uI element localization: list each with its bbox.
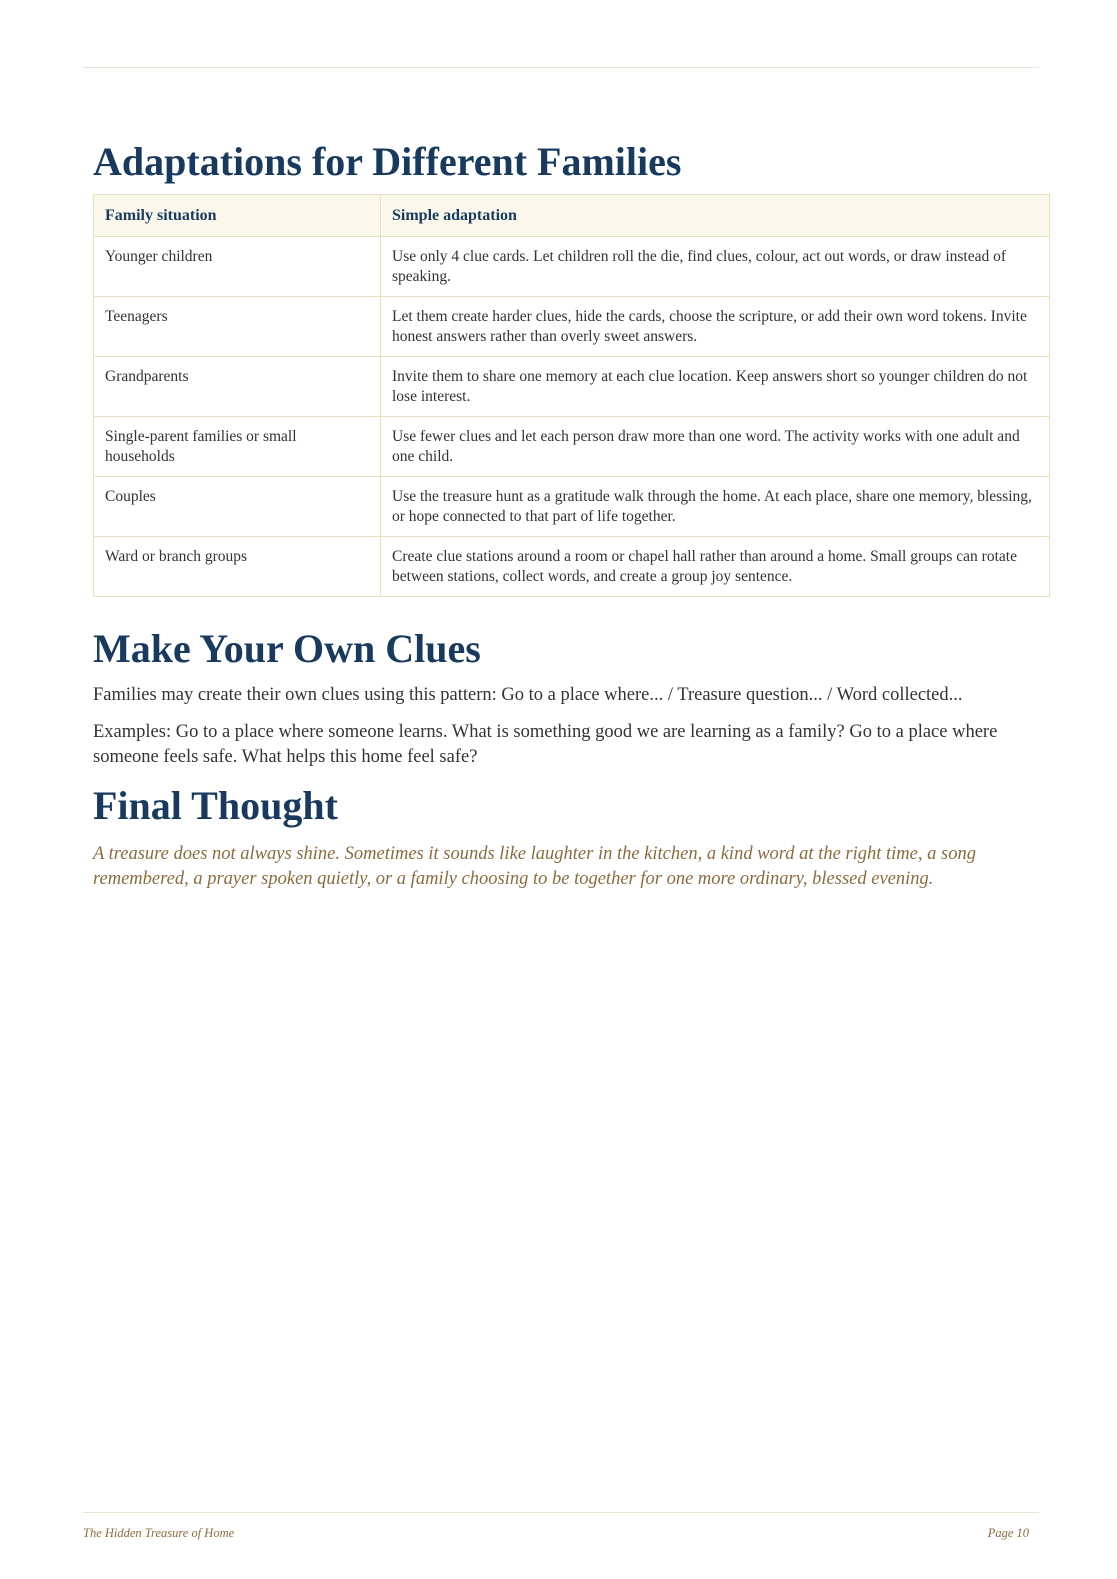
adaptation-cell: Invite them to share one memory at each clue location. Keep answers short so younger children do not lose interest.	[381, 357, 1050, 417]
table-row	[94, 477, 1050, 537]
adaptation-cell: Let them create harder clues, hide the cards, choose the scripture, or add their own word tokens. Invite honest answers rather than overly sweet answers.	[381, 297, 1050, 357]
table-row	[94, 417, 1050, 477]
heading-adaptations: Adaptations for Different Families	[93, 139, 682, 184]
clues-examples-paragraph: Examples: Go to a place where someone learns. What is something good we are learning as a family? Go to a place where someone feels safe. What helps this home feel safe?	[93, 722, 998, 767]
adaptation-cell: Use only 4 clue cards. Let children roll the die, find clues, colour, act out words, or draw instead of speaking.	[381, 237, 1050, 297]
family-situation-cell: Couples	[94, 477, 381, 537]
adaptations-table	[93, 194, 1050, 597]
family-situation-cell: Teenagers	[94, 297, 381, 357]
family-situation-cell: Single-parent families or small households	[94, 417, 381, 477]
heading-final-thought: Final Thought	[93, 783, 338, 828]
adaptation-cell: Use fewer clues and let each person draw more than one word. The activity works with one adult and one child.	[381, 417, 1050, 477]
column-header-simple-adaptation: Simple adaptation	[381, 195, 1050, 237]
table-row	[94, 237, 1050, 297]
table-row	[94, 357, 1050, 417]
footer-page-number: Page 10	[987, 1526, 1029, 1540]
adaptation-cell: Create clue stations around a room or chapel hall rather than around a home. Small groups can rotate between stations, collect words, and create a group joy sentence.	[381, 537, 1050, 597]
header-rule	[83, 67, 1039, 68]
column-header-family-situation: Family situation	[94, 195, 381, 237]
footer-document-title: The Hidden Treasure of Home	[83, 1526, 235, 1540]
table-row	[94, 297, 1050, 357]
adaptation-cell: Use the treasure hunt as a gratitude walk through the home. At each place, share one memory, blessing, or hope connected to that part of life together.	[381, 477, 1050, 537]
table-header-row	[94, 195, 1050, 237]
family-situation-cell: Younger children	[94, 237, 381, 297]
footer-rule	[83, 1512, 1039, 1513]
clues-pattern-paragraph: Families may create their own clues using this pattern: Go to a place where... / Treasure question... / Word collected...	[93, 685, 963, 705]
page-content	[93, 130, 1049, 892]
final-thought-quote: A treasure does not always shine. Sometimes it sounds like laughter in the kitchen, a kind word at the right time, a song remembered, a prayer spoken quietly, or a family choosing to be together for one more ordinary, blessed evening.	[93, 844, 976, 889]
table-row	[94, 537, 1050, 597]
family-situation-cell: Ward or branch groups	[94, 537, 381, 597]
heading-make-your-own-clues: Make Your Own Clues	[93, 626, 481, 671]
family-situation-cell: Grandparents	[94, 357, 381, 417]
